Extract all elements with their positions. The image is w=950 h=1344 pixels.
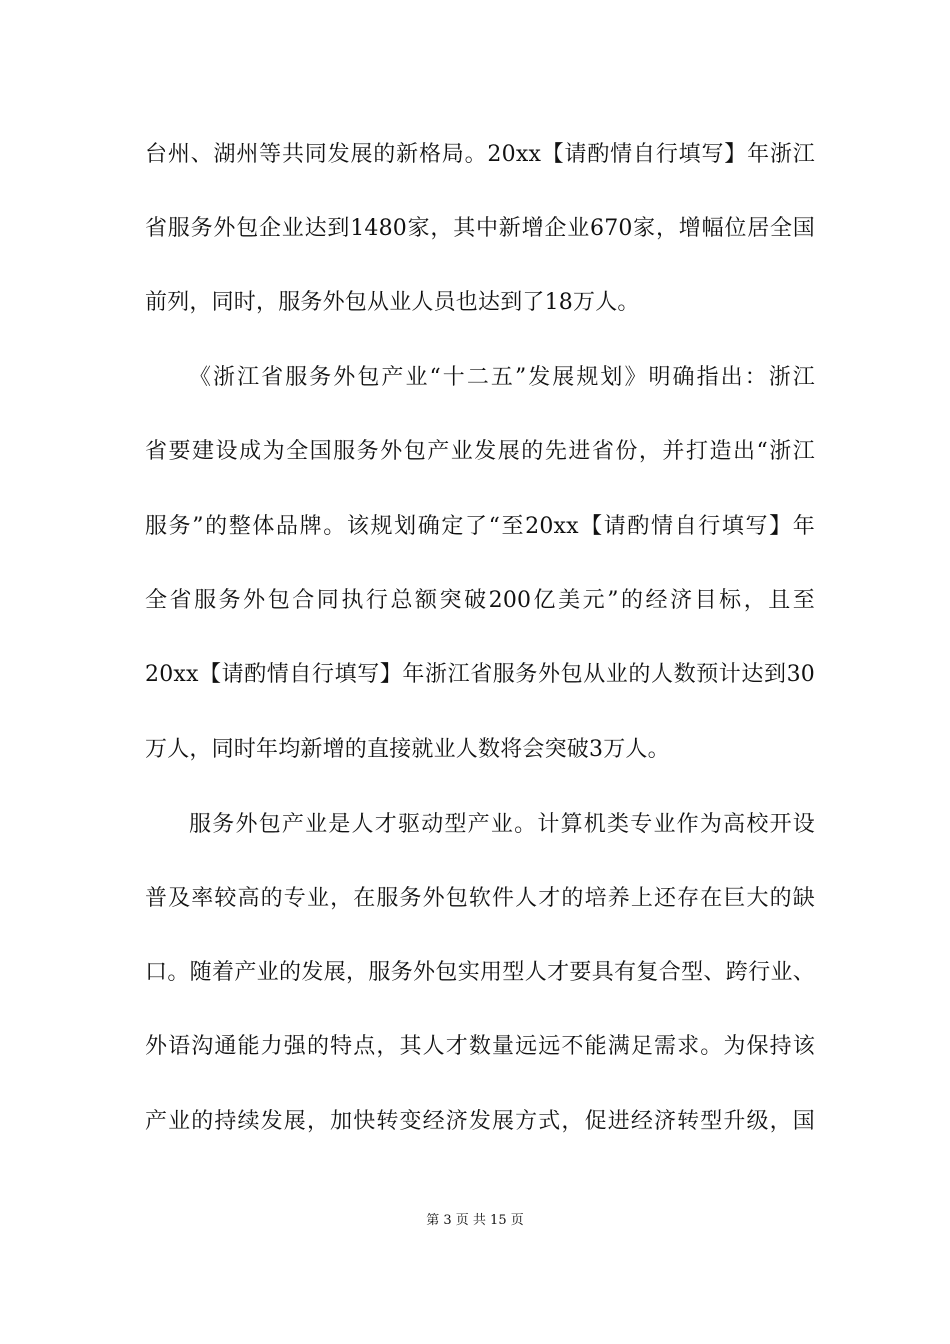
paragraph-3-line-1: 服务外包产业是人才驱动型产业。计算机类专业作为高校开设 xyxy=(189,812,815,837)
paragraph-2-line-2: 省要建设成为全国服务外包产业发展的先进省份，并打造出“浙江 xyxy=(145,439,815,464)
paragraph-2-line-6: 万人，同时年均新增的直接就业人数将会突破3万人。 xyxy=(145,737,670,762)
paragraph-2-line-4: 全省服务外包合同执行总额突破200亿美元”的经济目标，且至 xyxy=(145,588,815,613)
paragraph-2-line-3: 服务”的整体品牌。该规划确定了“至20xx【请酌情自行填写】年 xyxy=(145,514,815,539)
page-number-label: 第 3 页 共 15 页 xyxy=(426,1213,524,1228)
paragraph-3-line-2: 普及率较高的专业，在服务外包软件人才的培养上还存在巨大的缺 xyxy=(145,886,815,911)
paragraph-2-line-1: 《浙江省服务外包产业“十二五”发展规划》明确指出：浙江 xyxy=(189,365,815,390)
paragraph-3-line-3: 口。随着产业的发展，服务外包实用型人才要具有复合型、跨行业、 xyxy=(145,960,815,985)
paragraph-1-line-2: 省服务外包企业达到1480家，其中新增企业670家，增幅位居全国 xyxy=(145,216,815,241)
paragraph-1-line-3: 前列，同时，服务外包从业人员也达到了18万人。 xyxy=(145,290,640,315)
paragraph-2-line-5: 20xx【请酌情自行填写】年浙江省服务外包从业的人数预计达到30 xyxy=(145,662,815,687)
paragraph-3-line-4: 外语沟通能力强的特点，其人才数量远远不能满足需求。为保持该 xyxy=(145,1034,815,1059)
paragraph-1-line-1: 台州、湖州等共同发展的新格局。20xx【请酌情自行填写】年浙江 xyxy=(145,142,815,167)
paragraph-3-line-5: 产业的持续发展，加快转变经济发展方式，促进经济转型升级，国 xyxy=(145,1109,815,1134)
page-footer xyxy=(0,1209,950,1228)
